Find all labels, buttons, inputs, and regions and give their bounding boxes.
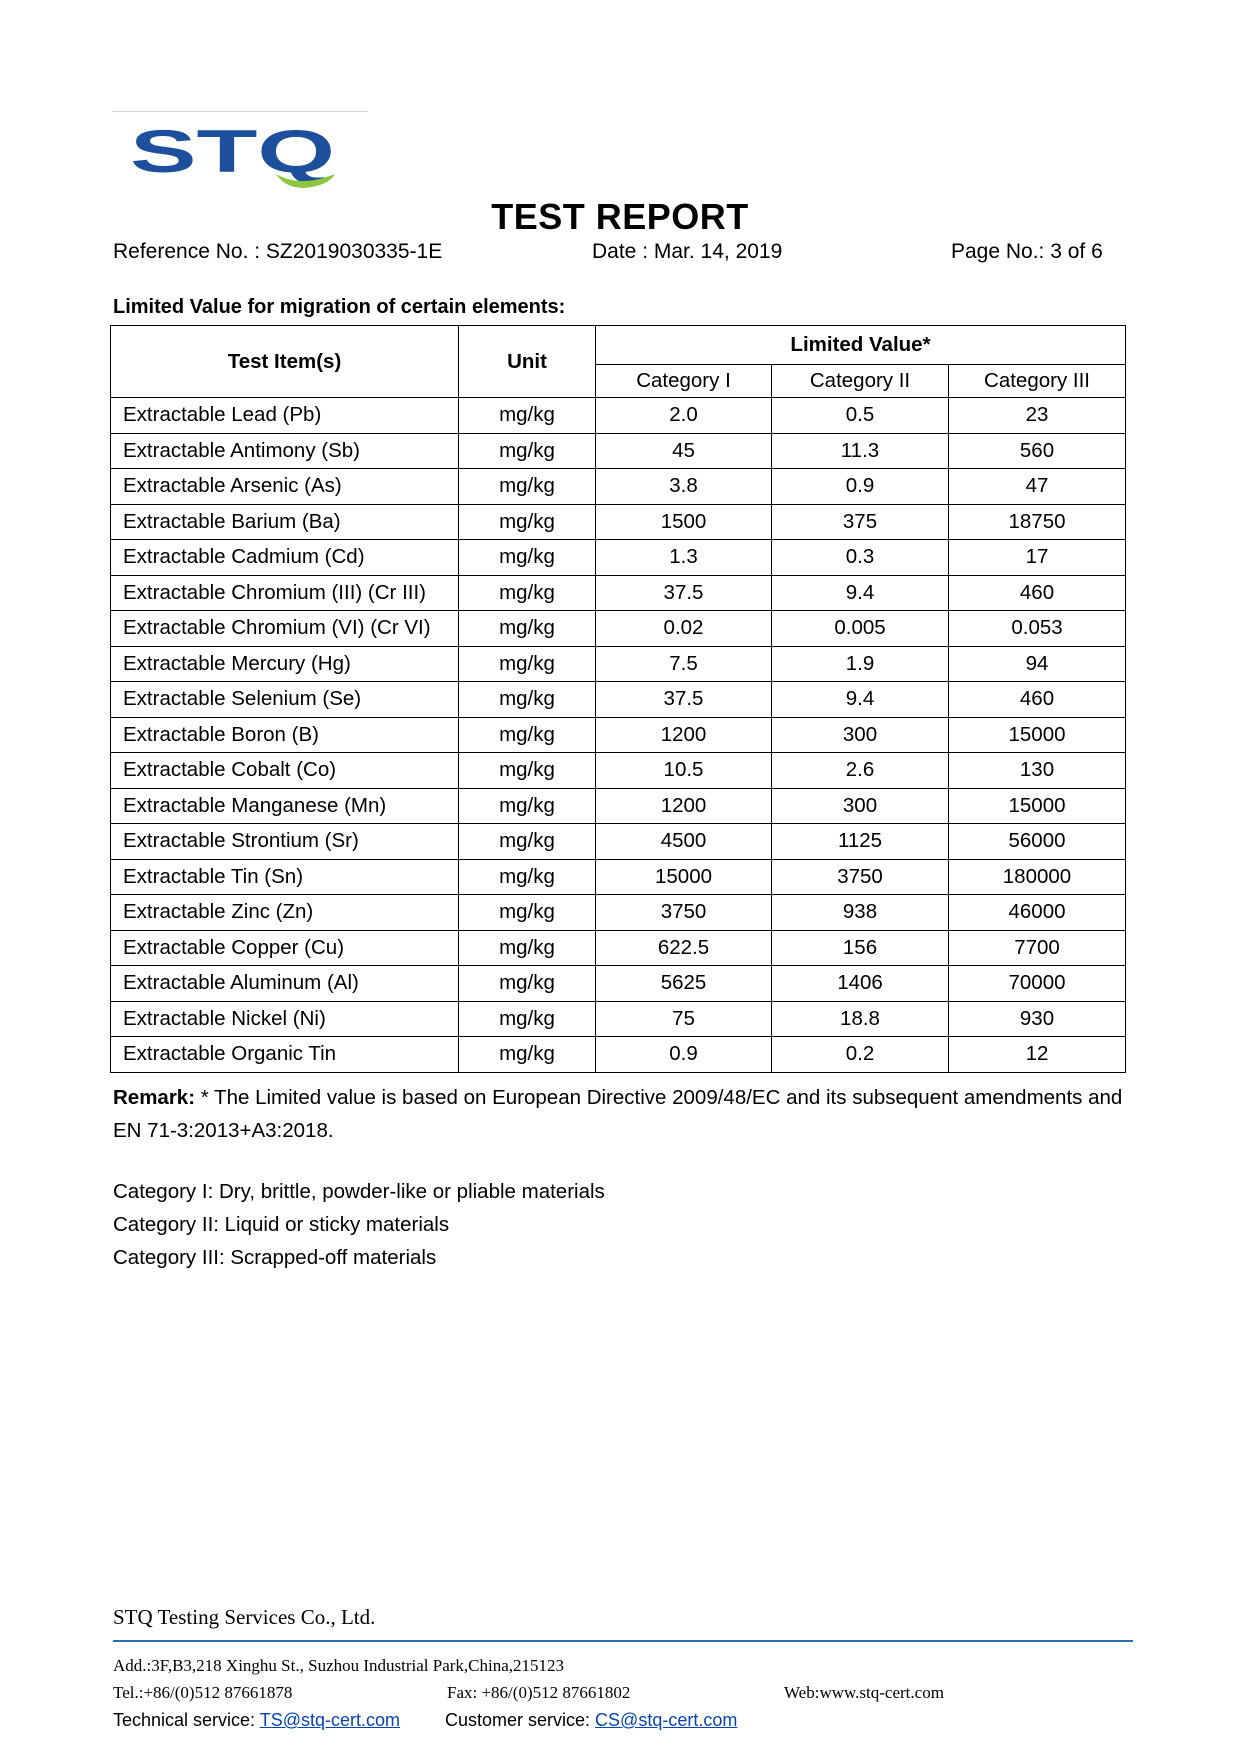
remark (113, 1081, 1133, 1147)
company-fax: Fax: +86/(0)512 87661802 (447, 1683, 631, 1702)
table-row (111, 611, 1126, 647)
table-row (111, 682, 1126, 718)
category-2-cell: 1.9 (772, 646, 949, 682)
test-item-cell: Extractable Mercury (Hg) (111, 646, 459, 682)
category-2-cell: 9.4 (772, 682, 949, 718)
category-2-cell: 156 (772, 930, 949, 966)
category-2-cell: 375 (772, 504, 949, 540)
category-1-cell: 0.02 (596, 611, 772, 647)
category-3-cell: 56000 (949, 824, 1126, 860)
unit-cell: mg/kg (459, 469, 596, 505)
test-item-cell: Extractable Manganese (Mn) (111, 788, 459, 824)
customer-service-label: Customer service: (445, 1710, 596, 1730)
category-1-cell: 2.0 (596, 398, 772, 434)
footer-divider (113, 1640, 1133, 1642)
unit-cell: mg/kg (459, 895, 596, 931)
test-item-cell: Extractable Lead (Pb) (111, 398, 459, 434)
table-row (111, 859, 1126, 895)
category-2-cell: 3750 (772, 859, 949, 895)
test-item-cell: Extractable Cadmium (Cd) (111, 540, 459, 576)
test-item-cell: Extractable Chromium (III) (Cr III) (111, 575, 459, 611)
test-item-cell: Extractable Cobalt (Co) (111, 753, 459, 789)
category-3-cell: 130 (949, 753, 1126, 789)
company-name: STQ Testing Services Co., Ltd. (113, 1605, 376, 1629)
test-item-cell: Extractable Strontium (Sr) (111, 824, 459, 860)
category-3-cell: 180000 (949, 859, 1126, 895)
table-row (111, 540, 1126, 576)
category-3-cell: 46000 (949, 895, 1126, 931)
test-item-cell: Extractable Organic Tin (111, 1037, 459, 1073)
unit-cell: mg/kg (459, 646, 596, 682)
category-2-cell: 0.5 (772, 398, 949, 434)
unit-cell: mg/kg (459, 930, 596, 966)
category-2-cell: 18.8 (772, 1001, 949, 1037)
test-item-cell: Extractable Selenium (Se) (111, 682, 459, 718)
category-2-cell: 9.4 (772, 575, 949, 611)
category-3-cell: 0.053 (949, 611, 1126, 647)
report-title: TEST REPORT (491, 196, 749, 237)
table-row (111, 717, 1126, 753)
category-1-cell: 1500 (596, 504, 772, 540)
table-row (111, 966, 1126, 1002)
technical-service (113, 1710, 400, 1731)
unit-cell: mg/kg (459, 611, 596, 647)
table-row (111, 753, 1126, 789)
technical-service-label: Technical service: (113, 1710, 260, 1730)
category-3-definition: Category III: Scrapped-off materials (113, 1246, 437, 1269)
test-item-cell: Extractable Copper (Cu) (111, 930, 459, 966)
stq-logo (130, 128, 342, 190)
category-3-cell: 15000 (949, 788, 1126, 824)
unit-cell: mg/kg (459, 575, 596, 611)
category-1-cell: 0.9 (596, 1037, 772, 1073)
category-3-cell: 7700 (949, 930, 1126, 966)
header-category-2: Category II (772, 365, 949, 398)
category-3-cell: 460 (949, 575, 1126, 611)
test-item-cell: Extractable Antimony (Sb) (111, 433, 459, 469)
category-3-cell: 94 (949, 646, 1126, 682)
category-2-definition: Category II: Liquid or sticky materials (113, 1213, 450, 1236)
report-date: Date : Mar. 14, 2019 (592, 240, 783, 263)
category-1-cell: 1200 (596, 788, 772, 824)
test-item-cell: Extractable Aluminum (Al) (111, 966, 459, 1002)
customer-service-email-link[interactable]: CS@stq-cert.com (595, 1710, 738, 1730)
table-row (111, 895, 1126, 931)
unit-cell: mg/kg (459, 788, 596, 824)
section-title: Limited Value for migration of certain elements: (113, 296, 566, 318)
category-3-cell: 460 (949, 682, 1126, 718)
category-1-cell: 7.5 (596, 646, 772, 682)
unit-cell: mg/kg (459, 717, 596, 753)
test-item-cell: Extractable Barium (Ba) (111, 504, 459, 540)
category-1-cell: 1.3 (596, 540, 772, 576)
category-3-cell: 23 (949, 398, 1126, 434)
remark-text: * The Limited value is based on European Directive 2009/48/EC and its subsequent amendments and EN 71-3:2013+A3:2018. (113, 1086, 1123, 1142)
category-2-cell: 1125 (772, 824, 949, 860)
table-row (111, 469, 1126, 505)
category-1-cell: 45 (596, 433, 772, 469)
category-1-cell: 75 (596, 1001, 772, 1037)
table-row (111, 1037, 1126, 1073)
header-limited-value: Limited Value* (596, 326, 1126, 365)
test-item-cell: Extractable Arsenic (As) (111, 469, 459, 505)
category-2-cell: 1406 (772, 966, 949, 1002)
category-3-cell: 560 (949, 433, 1126, 469)
category-1-cell: 37.5 (596, 575, 772, 611)
table-row (111, 646, 1126, 682)
unit-cell: mg/kg (459, 433, 596, 469)
category-2-cell: 0.3 (772, 540, 949, 576)
category-3-cell: 12 (949, 1037, 1126, 1073)
table-row (111, 575, 1126, 611)
reference-number: Reference No. : SZ2019030335-1E (113, 240, 443, 263)
category-1-cell: 10.5 (596, 753, 772, 789)
table-row (111, 504, 1126, 540)
header-test-item: Test Item(s) (111, 326, 459, 398)
category-1-cell: 4500 (596, 824, 772, 860)
category-3-cell: 930 (949, 1001, 1126, 1037)
unit-cell: mg/kg (459, 1001, 596, 1037)
category-3-cell: 17 (949, 540, 1126, 576)
table-row (111, 398, 1126, 434)
test-item-cell: Extractable Zinc (Zn) (111, 895, 459, 931)
category-1-cell: 15000 (596, 859, 772, 895)
unit-cell: mg/kg (459, 753, 596, 789)
table-row (111, 433, 1126, 469)
limits-table-container (110, 325, 1126, 1073)
unit-cell: mg/kg (459, 859, 596, 895)
unit-cell: mg/kg (459, 1037, 596, 1073)
svg-text:STQ: STQ (130, 128, 335, 185)
test-item-cell: Extractable Boron (B) (111, 717, 459, 753)
category-1-cell: 3750 (596, 895, 772, 931)
unit-cell: mg/kg (459, 398, 596, 434)
category-1-cell: 3.8 (596, 469, 772, 505)
unit-cell: mg/kg (459, 824, 596, 860)
unit-cell: mg/kg (459, 966, 596, 1002)
test-item-cell: Extractable Tin (Sn) (111, 859, 459, 895)
category-3-cell: 18750 (949, 504, 1126, 540)
test-item-cell: Extractable Nickel (Ni) (111, 1001, 459, 1037)
unit-cell: mg/kg (459, 504, 596, 540)
category-2-cell: 300 (772, 717, 949, 753)
category-1-cell: 622.5 (596, 930, 772, 966)
category-2-cell: 938 (772, 895, 949, 931)
category-3-cell: 15000 (949, 717, 1126, 753)
table-row (111, 788, 1126, 824)
customer-service (445, 1710, 737, 1731)
unit-cell: mg/kg (459, 682, 596, 718)
category-2-cell: 0.2 (772, 1037, 949, 1073)
table-row (111, 824, 1126, 860)
test-item-cell: Extractable Chromium (VI) (Cr VI) (111, 611, 459, 647)
table-row (111, 1001, 1126, 1037)
category-2-cell: 0.9 (772, 469, 949, 505)
header-unit: Unit (459, 326, 596, 398)
header-category-3: Category III (949, 365, 1126, 398)
unit-cell: mg/kg (459, 540, 596, 576)
category-2-cell: 0.005 (772, 611, 949, 647)
header-category-1: Category I (596, 365, 772, 398)
category-2-cell: 300 (772, 788, 949, 824)
limits-table-body (111, 398, 1126, 1073)
category-1-cell: 1200 (596, 717, 772, 753)
technical-service-email-link[interactable]: TS@stq-cert.com (259, 1710, 401, 1730)
table-row (111, 930, 1126, 966)
company-address: Add.:3F,B3,218 Xinghu St., Suzhou Industrial Park,China,215123 (113, 1656, 565, 1675)
category-2-cell: 11.3 (772, 433, 949, 469)
company-web: Web:www.stq-cert.com (784, 1683, 944, 1702)
logo-divider (112, 111, 368, 112)
category-1-cell: 5625 (596, 966, 772, 1002)
category-3-cell: 70000 (949, 966, 1126, 1002)
category-1-definition: Category I: Dry, brittle, powder-like or pliable materials (113, 1180, 605, 1203)
page-number: Page No.: 3 of 6 (951, 240, 1103, 263)
category-2-cell: 2.6 (772, 753, 949, 789)
limits-table (110, 325, 1126, 1073)
category-3-cell: 47 (949, 469, 1126, 505)
remark-label: Remark: (113, 1086, 196, 1109)
company-tel: Tel.:+86/(0)512 87661878 (113, 1683, 293, 1702)
category-1-cell: 37.5 (596, 682, 772, 718)
